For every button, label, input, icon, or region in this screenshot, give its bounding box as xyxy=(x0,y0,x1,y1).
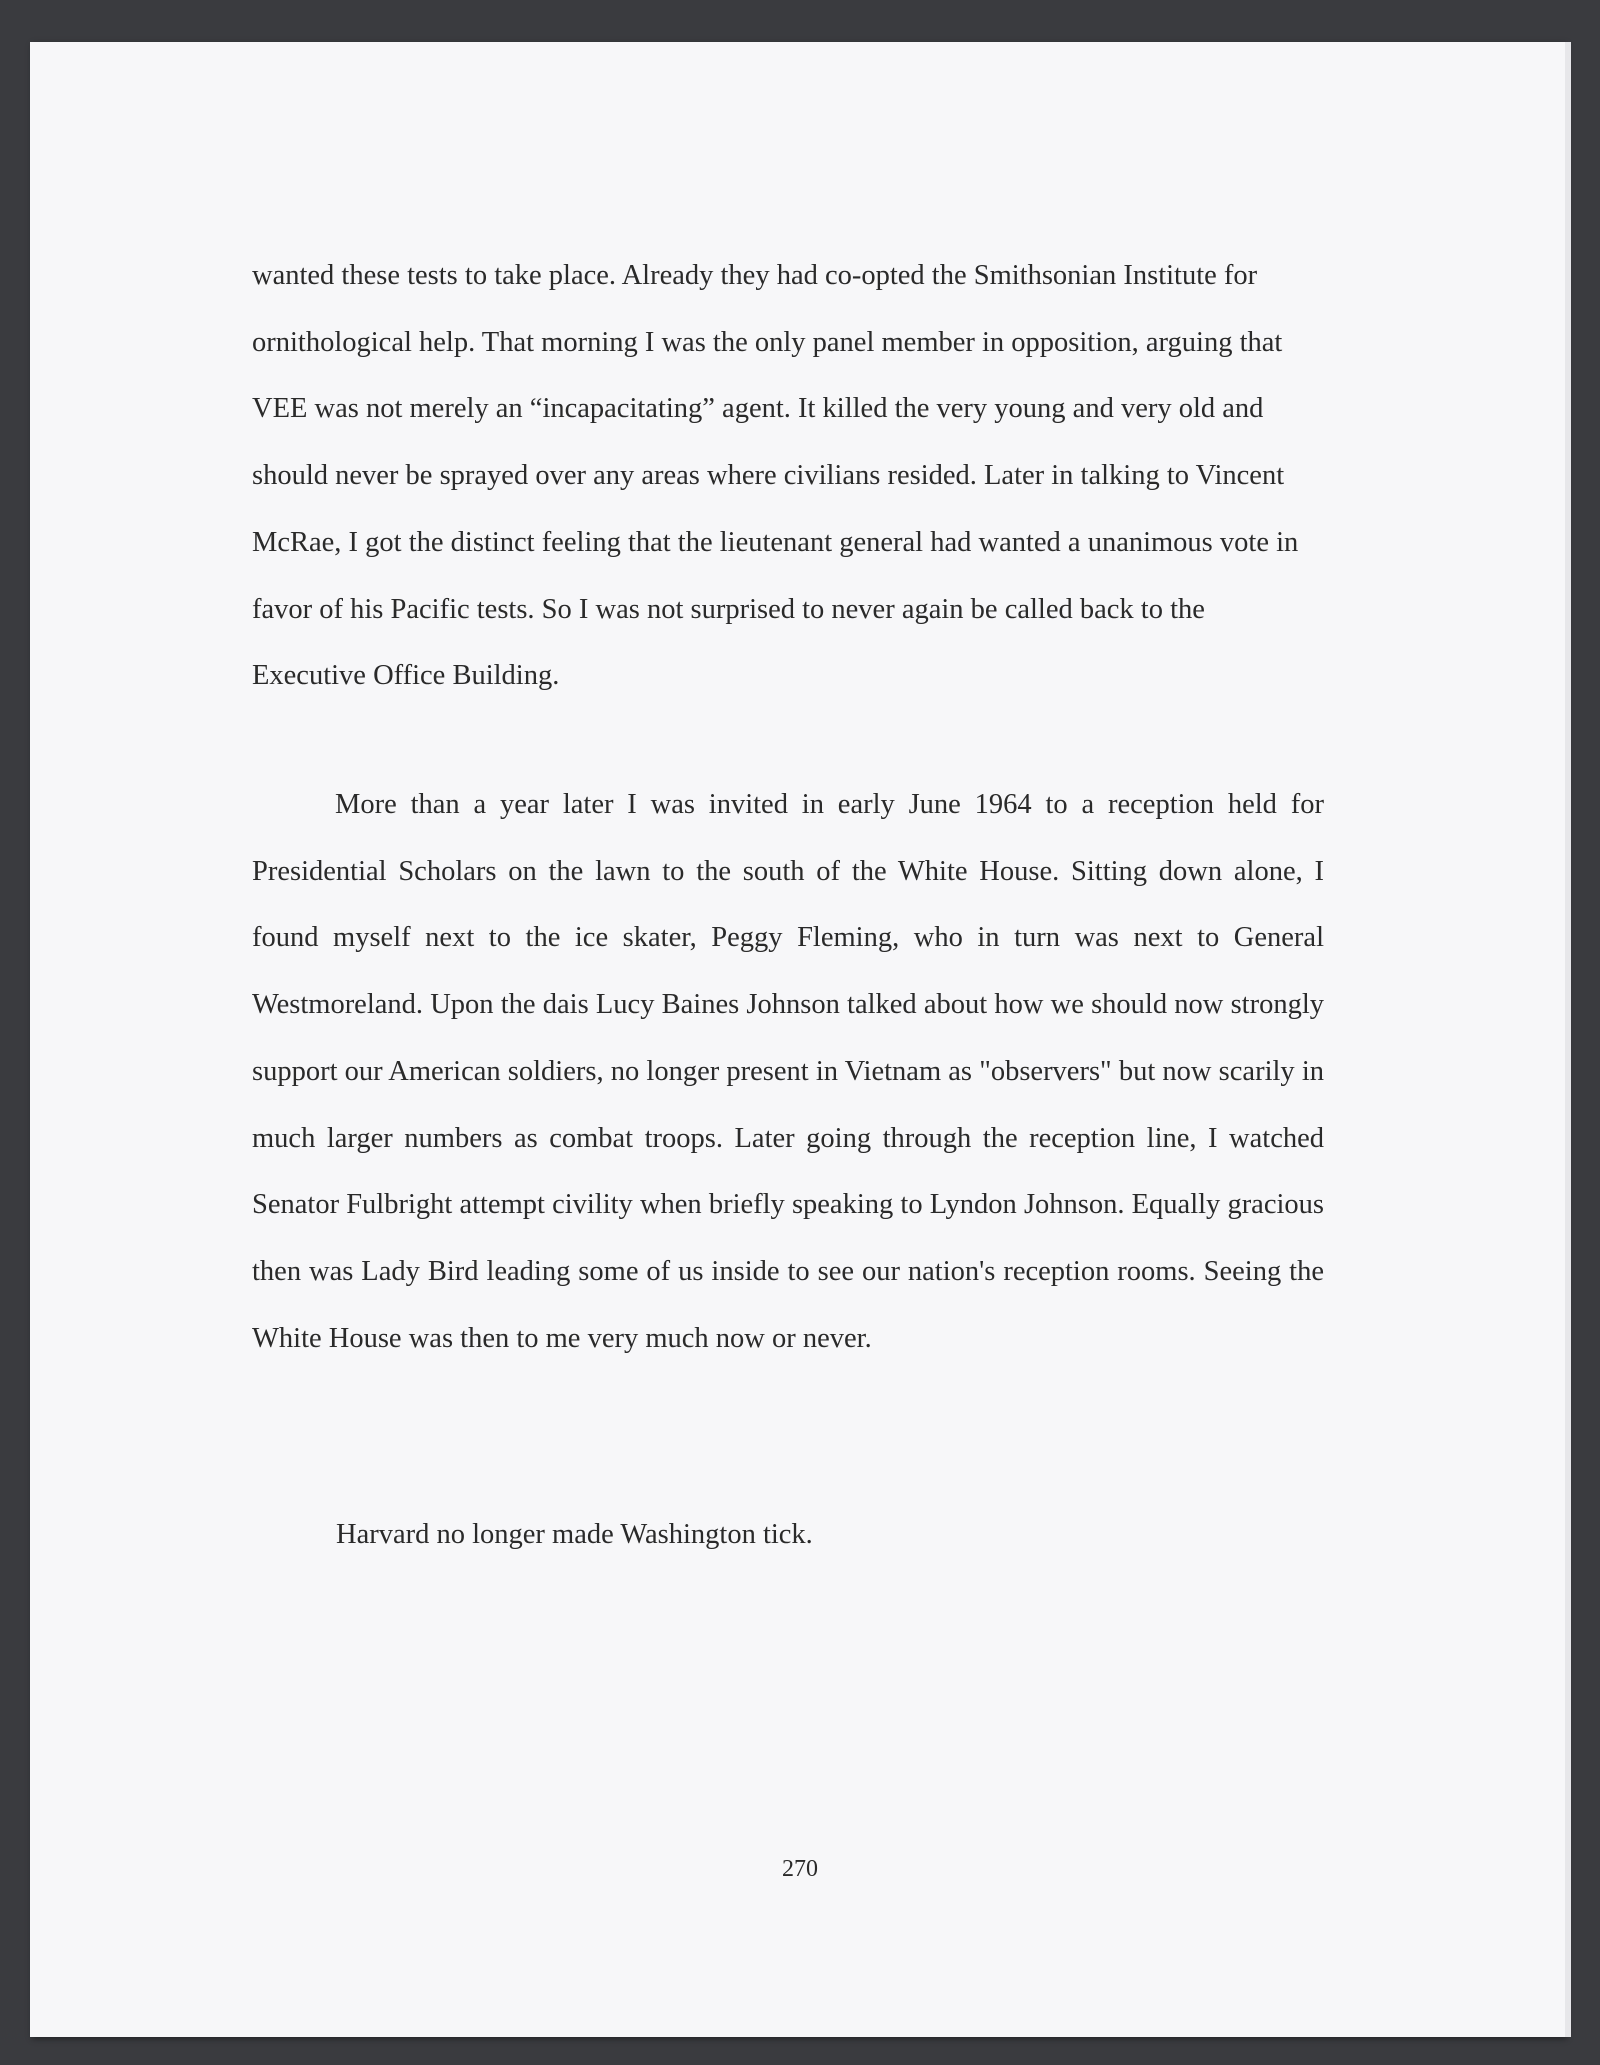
page-edge xyxy=(1565,42,1571,2037)
paragraph-text: More than a year later I was invited in early June 1964 to a reception held for Presidential Scholars on the lawn to the south of the White House. Sitting down alone, I found myself next to the ice skater, Peggy Fleming, who in turn was next to General Westmoreland. Upon the dais Lucy Baines Johnson talked about how we should now strongly support our American soldiers, no longer present in Vietnam as "observers" but now scarily in much larger numbers as combat troops. Later going through the reception line, I watched Senator Fulbright attempt civility when briefly speaking to Lyndon Johnson. Equally gracious then was Lady Bird leading some of us inside to see our nation's reception rooms. Seeing the White House was then to me very much now or never. xyxy=(252,789,1324,1354)
paragraph-text: wanted these tests to take place. Already they had co-opted the Smithsonian Institute for ornithological help. That morning I was the only panel member in opposition, arguing that VEE was not merely an “incapacitating” agent. It killed the very young and very old and should never be sprayed over any areas where civilians resided. Later in talking to Vincent McRae, I got the distinct feeling that the lieutenant general had wanted a unanimous vote in favor of his Pacific tests. So I was not surprised to never again be called back to the Executive Office Building. xyxy=(252,260,1299,692)
paragraph-reception xyxy=(252,772,1324,1372)
paragraph-text: Harvard no longer made Washington tick. xyxy=(336,1519,813,1550)
page-number: 270 xyxy=(782,1856,818,1882)
paragraph-harvard xyxy=(252,1502,1324,1569)
paragraph-continued xyxy=(252,243,1324,710)
